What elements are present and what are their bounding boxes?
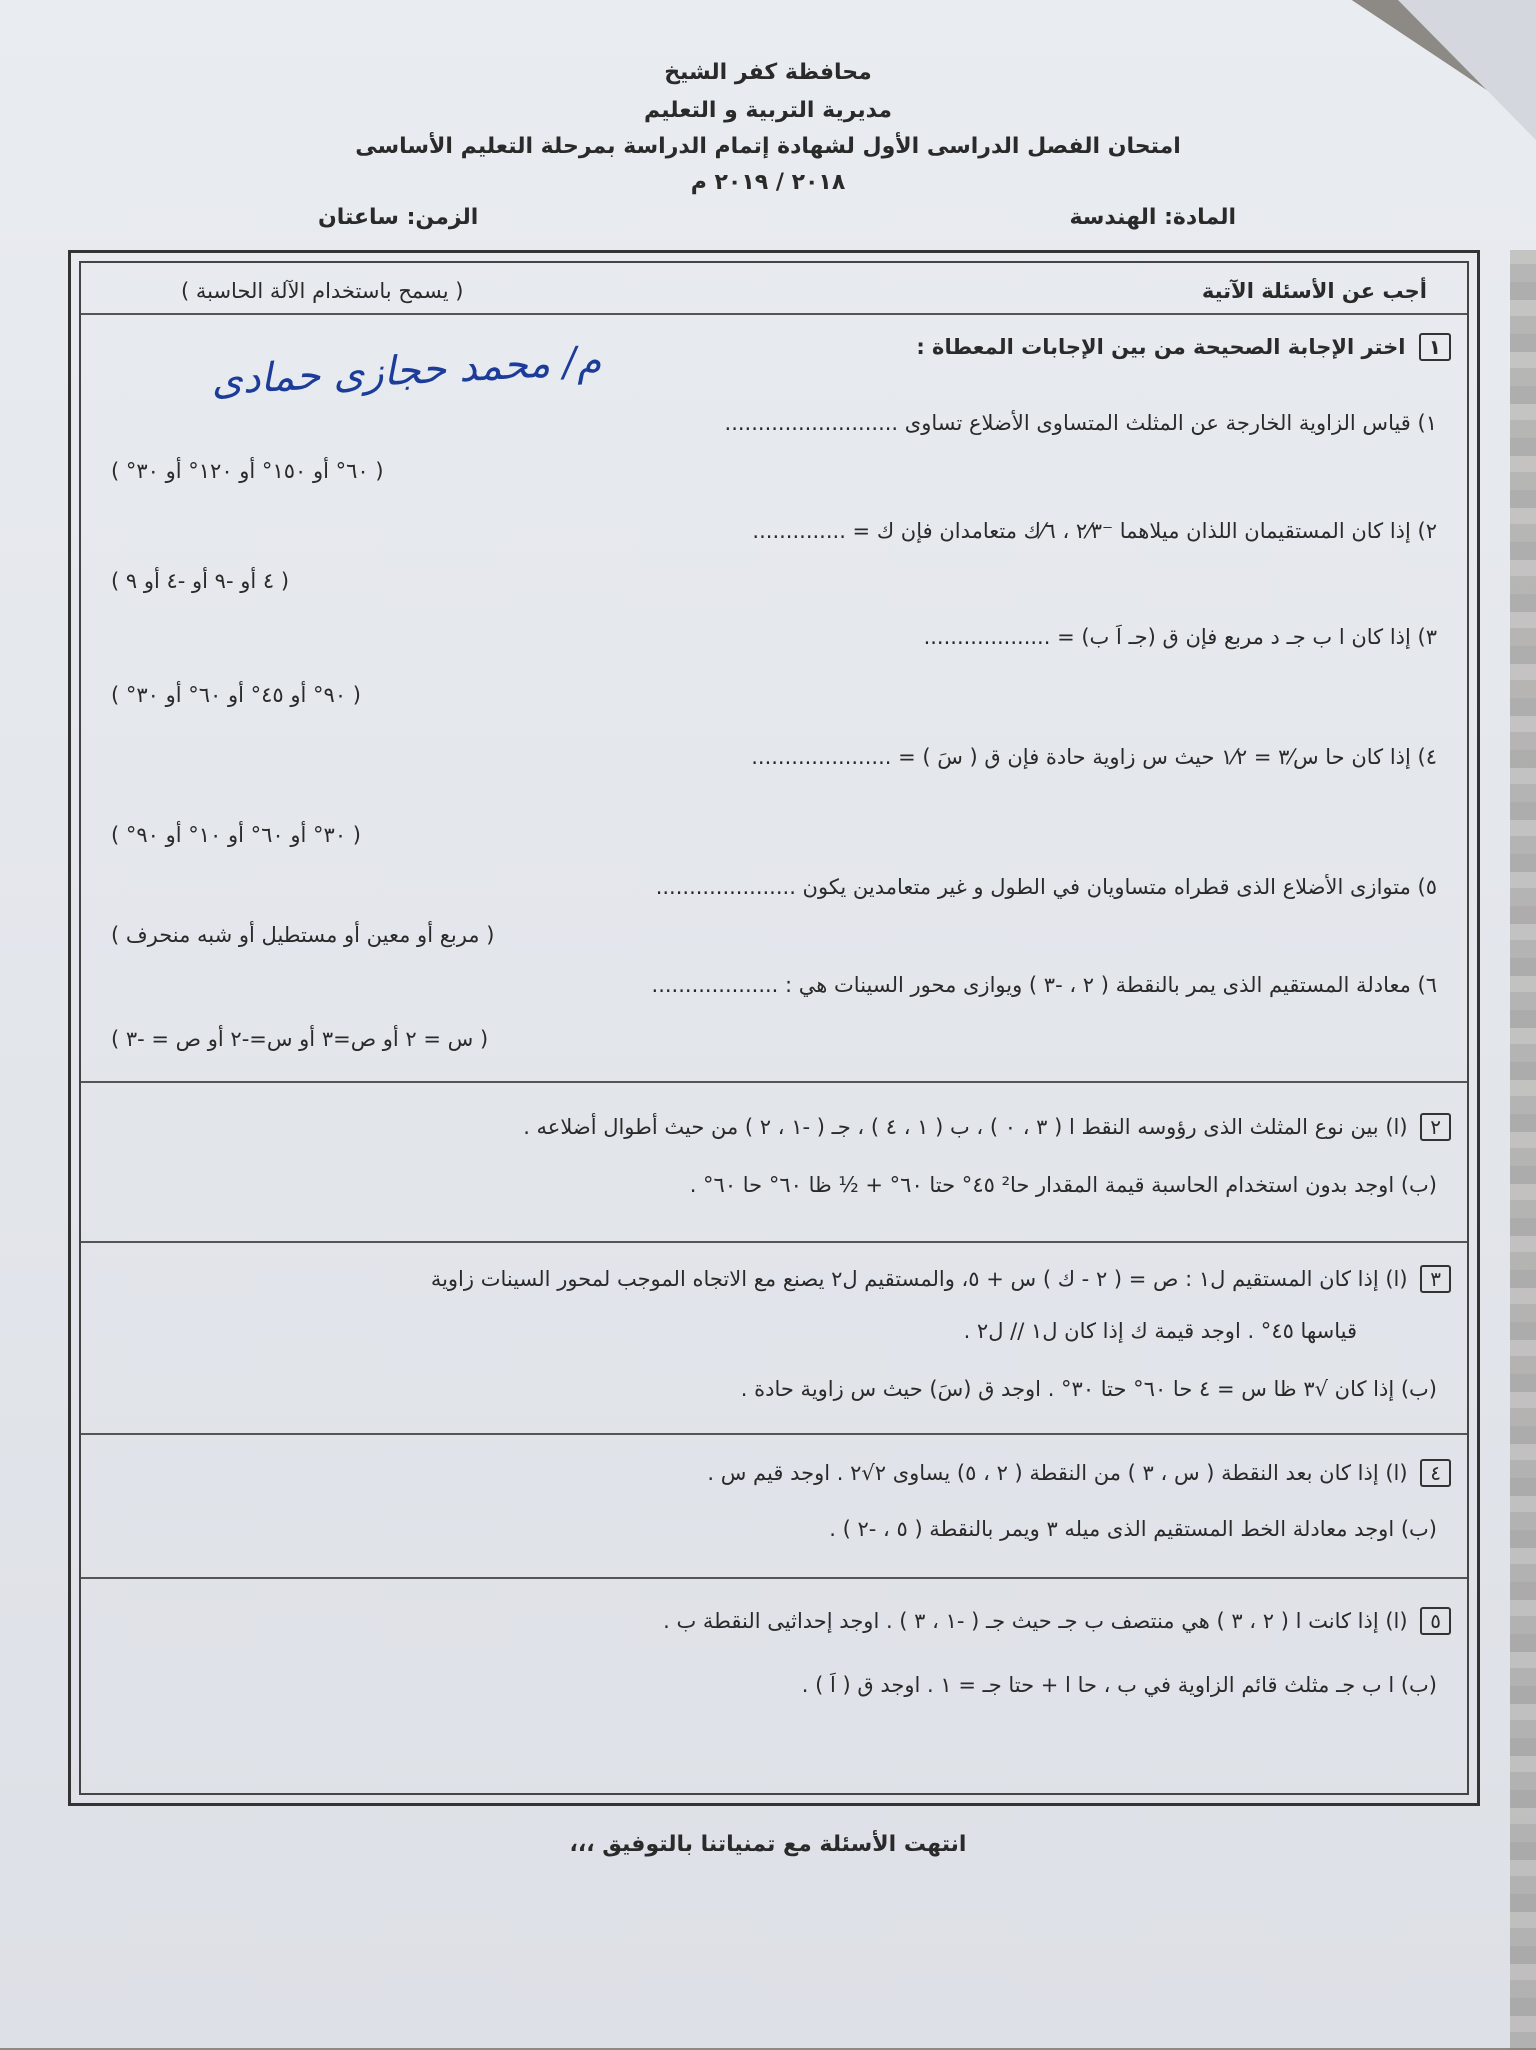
instruction: أجب عن الأسئلة الآتية <box>1201 279 1427 303</box>
background-right <box>1510 250 1536 2050</box>
exam-title: امتحان الفصل الدراسى الأول لشهادة إتمام الدراسة بمرحلة التعليم الأساسى <box>355 134 1181 159</box>
q2-number: ٢ <box>1420 1113 1451 1141</box>
q1-item-5: ٥) متوازى الأضلاع الذى قطراه متساويان في الطول و غير متعامدين يكون ..................... <box>655 875 1437 899</box>
q1-item-6: ٦) معادلة المستقيم الذى يمر بالنقطة ( ٢ ، -٣ ) ويوازى محور السينات هي : ................... <box>651 973 1437 997</box>
q1-item-3-choices: ( ٩٠° أو ٤٥° أو ٦٠° أو ٣٠° ) <box>111 683 361 707</box>
q1-title-text: اختر الإجابة الصحيحة من بين الإجابات المعطاة : <box>916 335 1406 359</box>
duration: الزمن: ساعتان <box>318 205 479 230</box>
q5-b: (ب) ا ب جـ مثلث قائم الزاوية في ب ، حا ا + حتا جـ = ١ . اوجد ق ( اَ ) . <box>801 1673 1437 1697</box>
q3-a <box>431 1265 1451 1293</box>
divider <box>81 1433 1467 1435</box>
q1-item-1: ١) قياس الزاوية الخارجة عن المثلث المتساوى الأضلاع تساوى .......................... <box>724 411 1437 435</box>
q1-item-2: ٢) إذا كان المستقيمان اللذان ميلاهما ⁻٢⁄٣ ، ٦⁄ك متعامدان فإن ك = .............. <box>752 519 1437 543</box>
footer-note: انتهت الأسئلة مع تمنياتنا بالتوفيق ،،، <box>569 1832 967 1857</box>
q5-number: ٥ <box>1420 1607 1451 1635</box>
q2-b: (ب) اوجد بدون استخدام الحاسبة قيمة المقدار حا² ٤٥° حتا ٦٠° + ½ ظا ٦٠° حا ٦٠° . <box>689 1173 1437 1197</box>
calculator-note: ( يسمح باستخدام الآلة الحاسبة ) <box>181 279 464 303</box>
governorate: محافظة كفر الشيخ <box>664 60 872 85</box>
divider <box>81 1241 1467 1243</box>
exam-year: ٢٠١٨ / ٢٠١٩ م <box>690 170 846 195</box>
q1-item-4: ٤) إذا كان حا س⁄٣ = ١⁄٢ حيث س زاوية حادة فإن ق ( سَ ) = ..................... <box>751 745 1437 769</box>
directorate: مديرية التربية و التعليم <box>644 98 892 123</box>
q4-a <box>707 1459 1451 1487</box>
q1-title <box>916 333 1451 361</box>
q5-a <box>663 1607 1451 1635</box>
divider <box>81 313 1467 315</box>
q3-a-continued: قياسها ٤٥° . اوجد قيمة ك إذا كان ل١ // ل٢ . <box>963 1319 1357 1343</box>
q1-item-3: ٣) إذا كان ا ب جـ د مربع فإن ق (جـ اَ ب) = ................... <box>923 625 1437 649</box>
q2-a-text: (ا) بين نوع المثلث الذى رؤوسه النقط ا ( ٣ ، ٠ ) ، ب ( ١ ، ٤ ) ، جـ ( -١ ، ٢ ) من حيث أطوال أضلاعه . <box>523 1115 1408 1139</box>
q1-item-6-choices: ( س = ٢ أو ص=٣ أو س=-٢ أو ص = -٣ ) <box>111 1027 489 1051</box>
divider <box>81 1577 1467 1579</box>
subject: المادة: الهندسة <box>1069 205 1236 230</box>
q4-number: ٤ <box>1420 1459 1451 1487</box>
handwritten-name: م/ محمد حجازى حمادى <box>210 337 603 405</box>
q3-a-text: (ا) إذا كان المستقيم ل١ : ص = ( ٢ - ك ) س + ٥، والمستقيم ل٢ يصنع مع الاتجاه الموجب لمحور السينات زاوية <box>430 1267 1408 1291</box>
q4-b: (ب) اوجد معادلة الخط المستقيم الذى ميله ٣ ويمر بالنقطة ( ٥ ، -٢ ) . <box>829 1517 1437 1541</box>
q2-a <box>523 1113 1451 1141</box>
exam-inner-frame <box>79 261 1469 1795</box>
q1-item-1-choices: ( ٦٠° أو ١٥٠° أو ١٢٠° أو ٣٠° ) <box>111 459 384 483</box>
q3-b: (ب) إذا كان √٣ ظا س = ٤ حا ٦٠° حتا ٣٠° . اوجد ق (سَ) حيث س زاوية حادة . <box>740 1377 1437 1401</box>
q1-item-2-choices: ( ٤ أو -٩ أو -٤ أو ٩ ) <box>111 569 290 593</box>
divider <box>81 1081 1467 1083</box>
exam-frame <box>68 250 1480 1806</box>
q1-item-4-choices: ( ٣٠° أو ٦٠° أو ١٠° أو ٩٠° ) <box>111 823 361 847</box>
q1-number: ١ <box>1419 333 1451 361</box>
q5-a-text: (ا) إذا كانت ا ( ٢ ، ٣ ) هي منتصف ب جـ حيث جـ ( -١ ، ٣ ) . اوجد إحداثيى النقطة ب . <box>663 1609 1408 1633</box>
q3-number: ٣ <box>1420 1265 1451 1293</box>
q4-a-text: (ا) إذا كان بعد النقطة ( س ، ٣ ) من النقطة ( ٢ ، ٥) يساوى ٢√٢ . اوجد قيم س . <box>707 1461 1408 1485</box>
q1-item-5-choices: ( مربع أو معين أو مستطيل أو شبه منحرف ) <box>111 923 495 947</box>
